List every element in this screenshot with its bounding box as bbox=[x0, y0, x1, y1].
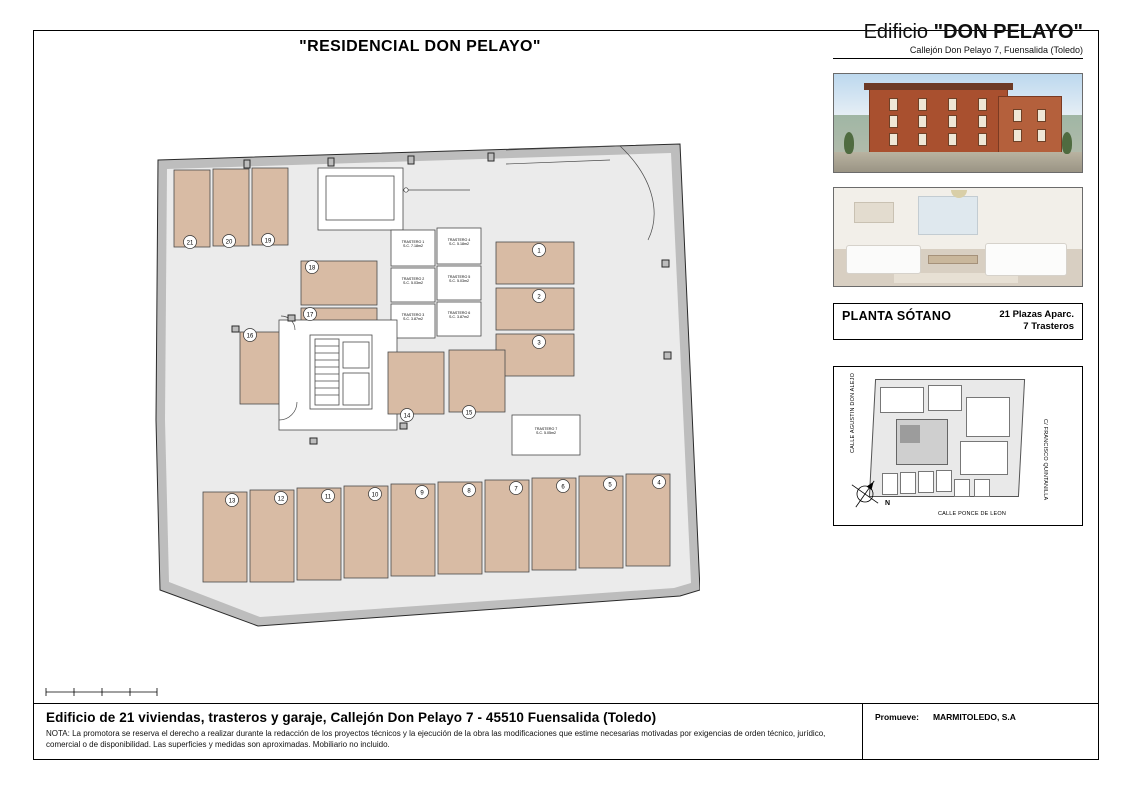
trastero-label-4: TRASTERO 4 S.C. 5.18m2 bbox=[447, 238, 471, 247]
promoter-value: MARMITOLEDO, S.A bbox=[932, 712, 1016, 722]
scale-bar bbox=[44, 685, 159, 697]
photo-window bbox=[948, 115, 957, 128]
trastero-label-6: TRASTERO 6 S.C. 3.87m2 bbox=[447, 311, 471, 320]
photo-artwork bbox=[854, 202, 894, 224]
svg-text:21: 21 bbox=[186, 240, 194, 247]
svg-text:8: 8 bbox=[467, 488, 471, 495]
svg-text:20: 20 bbox=[225, 239, 233, 246]
svg-text:5: 5 bbox=[608, 482, 612, 489]
floor-plan-drawing bbox=[140, 120, 700, 640]
svg-text:2: 2 bbox=[537, 294, 541, 301]
street-label-left: CALLE AGUSTIN DON ALEJO bbox=[850, 372, 856, 453]
parking-count: 21 Plazas Aparc. bbox=[999, 309, 1074, 320]
svg-text:9: 9 bbox=[420, 490, 424, 497]
site-stairs bbox=[900, 425, 920, 443]
floor-summary-box bbox=[833, 303, 1083, 340]
building-name: "DON PELAYO" bbox=[933, 21, 1083, 43]
situation-map bbox=[833, 366, 1083, 526]
site-unit bbox=[918, 471, 934, 493]
compass-icon bbox=[848, 477, 890, 511]
info-panel bbox=[833, 22, 1083, 526]
street-label-right: C/ FRANCISCO QUINTANILLA bbox=[1042, 418, 1048, 501]
footer-description bbox=[33, 704, 863, 760]
photo-tree bbox=[1062, 132, 1072, 154]
site-unit bbox=[882, 473, 898, 495]
trastero-label-3: TRASTERO 3 S.C. 3.87m2 bbox=[401, 313, 425, 322]
photo-ground bbox=[834, 152, 1082, 172]
site-unit bbox=[954, 479, 970, 497]
building-title: Edificio "DON PELAYO" bbox=[863, 21, 1083, 43]
photo-building-side bbox=[998, 96, 1062, 155]
trastero-label-5: TRASTERO 5 S.C. 5.03m2 bbox=[447, 275, 471, 284]
photo-window bbox=[918, 98, 927, 111]
photo-window bbox=[948, 98, 957, 111]
promoter-label: Promueve: bbox=[875, 712, 919, 722]
svg-text:4: 4 bbox=[657, 480, 661, 487]
sheet-footer bbox=[33, 703, 1099, 760]
interior-photo bbox=[833, 187, 1083, 287]
svg-text:18: 18 bbox=[308, 265, 316, 272]
svg-text:3: 3 bbox=[537, 340, 541, 347]
svg-text:10: 10 bbox=[371, 492, 379, 499]
photo-window bbox=[918, 115, 927, 128]
photo-sofa-right bbox=[985, 243, 1067, 276]
site-unit bbox=[960, 441, 1008, 475]
floor-counts bbox=[999, 309, 1074, 333]
svg-text:14: 14 bbox=[403, 413, 411, 420]
svg-text:1: 1 bbox=[537, 248, 541, 255]
svg-text:16: 16 bbox=[246, 333, 254, 340]
promoter-block bbox=[863, 704, 1099, 760]
site-unit bbox=[966, 397, 1010, 437]
photo-tree bbox=[844, 132, 854, 154]
svg-text:17: 17 bbox=[306, 312, 314, 319]
svg-text:13: 13 bbox=[228, 498, 236, 505]
photo-coffee-table bbox=[928, 255, 978, 265]
photo-window bbox=[1013, 109, 1022, 122]
site-unit bbox=[936, 470, 952, 492]
footer-note: NOTA: La promotora se reserva el derecho a realizar durante la redacción de los proyectos técnicos y la ejecución de la obra las modificaciones que estime necesarias motivadas por exigencias de orden técnico, jurídico, comercial o de disponibilidad. Las superficies y medidas son aproximadas. Mobiliario no incluido. bbox=[46, 729, 826, 749]
site-unit bbox=[900, 472, 916, 494]
page-title: "RESIDENCIAL DON PELAYO" bbox=[299, 38, 541, 55]
svg-text:19: 19 bbox=[264, 238, 272, 245]
photo-window bbox=[1037, 109, 1046, 122]
photo-window bbox=[918, 133, 927, 146]
trastero-label-7: TRASTERO 7 S.C. 5.05m2 bbox=[534, 427, 558, 436]
photo-window bbox=[978, 115, 987, 128]
building-address: Callejón Don Pelayo 7, Fuensalida (Toledo) bbox=[833, 45, 1083, 59]
exterior-photo bbox=[833, 73, 1083, 173]
trastero-label-1: TRASTERO 1 S.C. 7.18m2 bbox=[401, 240, 425, 249]
svg-text:12: 12 bbox=[277, 496, 285, 503]
street-label-bottom: CALLE PONCE DE LEON bbox=[938, 510, 1006, 517]
photo-window bbox=[1037, 129, 1046, 142]
photo-window bbox=[889, 133, 898, 146]
photo-window bbox=[889, 115, 898, 128]
floor-name: PLANTA SÓTANO bbox=[842, 309, 952, 323]
photo-window bbox=[1013, 129, 1022, 142]
storage-count: 7 Trasteros bbox=[1023, 320, 1074, 332]
trastero-label-2: TRASTERO 2 S.C. 5.03m2 bbox=[401, 277, 425, 286]
svg-text:11: 11 bbox=[324, 494, 332, 501]
photo-window bbox=[978, 98, 987, 111]
photo-window bbox=[889, 98, 898, 111]
photo-sofa-left bbox=[846, 245, 920, 274]
photo-window bbox=[978, 133, 987, 146]
svg-text:6: 6 bbox=[561, 484, 565, 491]
site-unit bbox=[880, 387, 924, 413]
site-unit bbox=[974, 479, 990, 497]
photo-window bbox=[918, 196, 978, 235]
photo-building-roof bbox=[864, 83, 1013, 90]
svg-text:7: 7 bbox=[514, 486, 518, 493]
site-unit bbox=[928, 385, 962, 411]
compass-north-label: N bbox=[884, 499, 890, 507]
photo-window bbox=[948, 133, 957, 146]
svg-text:15: 15 bbox=[465, 410, 473, 417]
footer-title: Edificio de 21 viviendas, trasteros y garaje, Callejón Don Pelayo 7 - 45510 Fuensalida (Toledo) bbox=[46, 710, 657, 725]
